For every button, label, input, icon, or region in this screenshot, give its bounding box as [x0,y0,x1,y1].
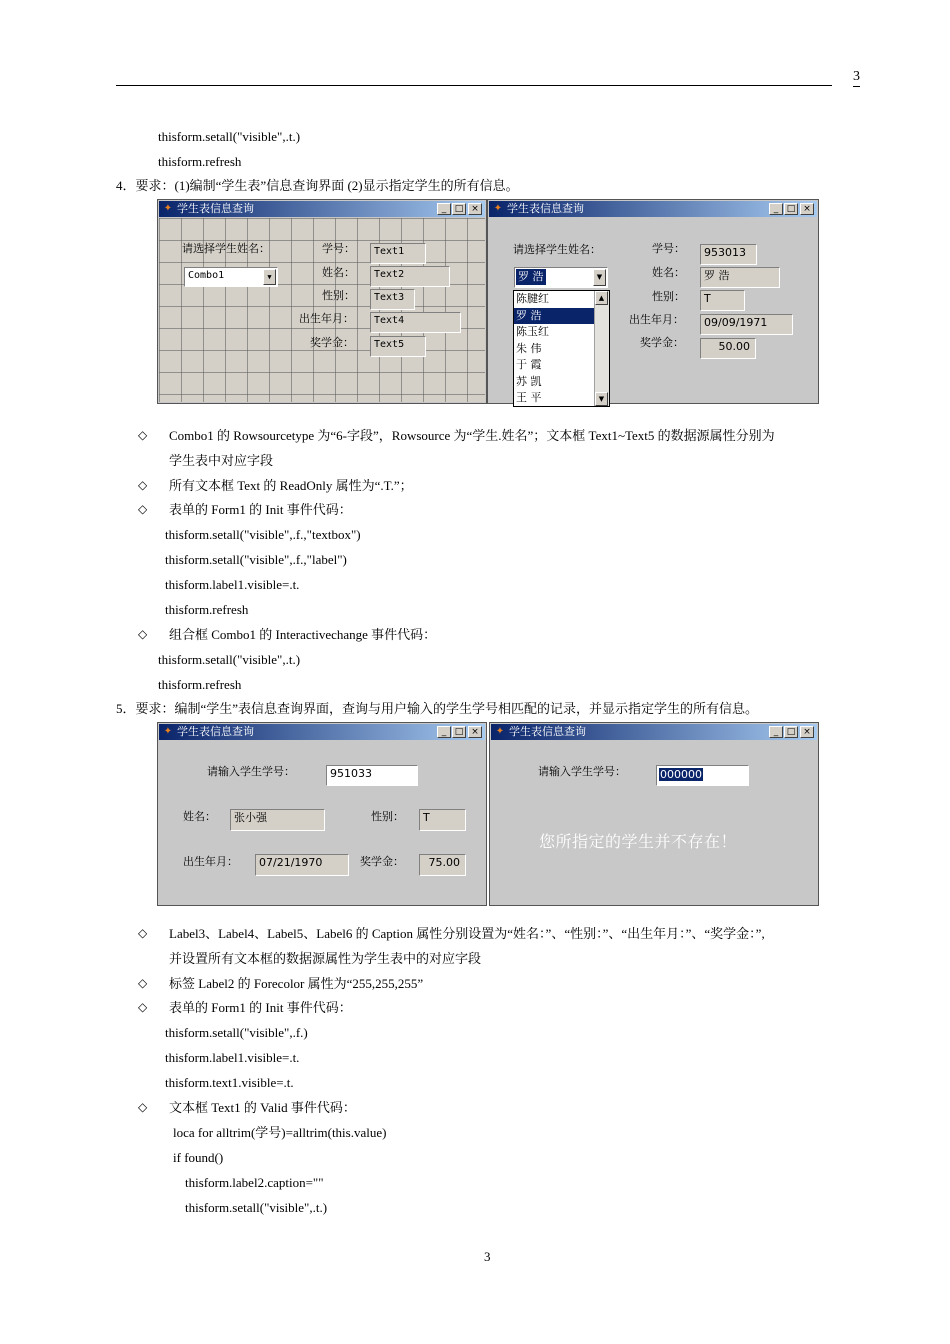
text1-box[interactable]: Text1 [370,243,426,264]
header-rule [116,85,832,86]
student-id-input[interactable]: 951033 [326,765,418,786]
code-line: thisform.text1.visible=.t. [165,1075,294,1090]
text3-value[interactable]: T [700,290,745,311]
combo1-value: 罗 浩 [518,270,544,283]
diamond-outline-icon: ◇ [138,1000,148,1014]
text4-box[interactable]: Text4 [370,312,461,333]
scroll-up-icon[interactable]: ▲ [595,291,608,305]
close-icon[interactable]: × [800,726,814,738]
list-item[interactable]: 陈玉红 [516,325,549,338]
label-xuehao: 学号： [322,242,355,255]
list-item[interactable]: 王 平 [516,391,542,404]
prompt-label: 请选择学生姓名： [513,243,601,256]
design-window [157,199,487,404]
code-line: loca for alltrim(学号)=alltrim(this.value) [173,1125,387,1140]
bullet-text-cont: 并设置所有文本框的数据源属性为学生表中的对应字段 [169,951,482,966]
diamond-outline-icon: ◇ [138,502,148,516]
combo1[interactable] [514,267,608,288]
diamond-outline-icon: ◇ [138,926,148,940]
label-award: 奖学金： [360,855,404,868]
combo1-dropdown-list[interactable] [513,290,610,407]
fox-app-icon: ✦ [163,203,173,214]
minimize-icon[interactable]: _ [769,203,783,215]
design-window-titlebar [159,201,485,217]
code-line: thisform.refresh [165,602,249,617]
input-selection: 000000 [660,768,702,781]
code-line: thisform.refresh [158,677,242,692]
window-titlebar [491,724,817,740]
bullet-text: 表单的 Form1 的 Init 事件代码： [169,502,352,517]
text3-box[interactable]: Text3 [370,289,415,310]
label-award: 奖学金： [310,336,354,349]
list-item[interactable]: 陈腱红 [516,292,549,305]
dropdown-arrow-icon[interactable]: ▼ [593,269,606,286]
text1-value[interactable]: 953013 [700,244,757,265]
prompt-label: 请输入学生学号： [538,765,626,778]
text5-value[interactable]: 50.00 [700,338,756,359]
list-item[interactable]: 苏 凯 [516,374,542,388]
minimize-icon[interactable]: _ [437,203,451,215]
diamond-outline-icon: ◇ [138,428,148,442]
footer-page-number: 3 [484,1249,491,1264]
code-line: thisform.label1.visible=.t. [165,1050,300,1065]
query-window-found [157,722,487,906]
label-xuehao: 学号： [652,242,685,255]
code-line: thisform.label2.caption="" [185,1175,324,1190]
combo1-label: Combo1 [188,270,225,281]
maximize-icon[interactable]: □ [784,203,798,215]
bullet-text: Label3、Label4、Label5、Label6 的 Caption 属性分别设置为“姓名：”、“性别：”、“出生年月：”、“奖学金：”, [169,926,765,941]
list-item[interactable]: 于 霞 [516,358,542,371]
label-sex: 性别： [371,810,404,823]
label-xingbie: 性别： [322,289,355,302]
label-award: 奖学金： [640,336,684,349]
close-icon[interactable]: × [468,726,482,738]
window-title: 学生表信息查询 [507,202,584,215]
scroll-down-icon[interactable]: ▼ [595,392,608,406]
code-line: thisform.setall("visible",.t.) [158,652,301,667]
diamond-outline-icon: ◇ [138,1100,148,1114]
maximize-icon[interactable]: □ [452,726,466,738]
label-xingbie: 性别： [652,290,685,303]
label-birth: 出生年月： [299,312,354,325]
combo1-box[interactable] [184,267,278,287]
code-line: if found() [173,1150,224,1165]
code-line: thisform.setall("visible",.f.,"label") [165,552,347,567]
text5-box[interactable]: Text5 [370,336,426,357]
code-line: thisform.setall("visible",.t.) [185,1200,328,1215]
diamond-outline-icon: ◇ [138,627,148,641]
fox-app-icon: ✦ [163,726,173,737]
label-xingming: 姓名： [652,266,685,279]
window-title: 学生表信息查询 [177,725,254,738]
fox-app-icon: ✦ [495,726,505,737]
diamond-outline-icon: ◇ [138,976,148,990]
label-birth: 出生年月： [183,855,238,868]
bullet-text-cont: 学生表中对应字段 [169,453,274,468]
code-line: thisform.setall("visible",.f.) [165,1025,308,1040]
bullet-text: 所有文本框 Text 的 ReadOnly 属性为“.T.”； [169,478,413,493]
prompt-label: 请选择学生姓名： [182,242,270,255]
text2-box[interactable]: Text2 [370,266,450,287]
text4-value[interactable]: 09/09/1971 [700,314,793,335]
bullet-text: Combo1 的 Rowsourcetype 为“6-字段”，Rowsource 为“学生.姓名”；文本框 Text1~Text5 的数据源属性分别为 [169,428,775,443]
student-id-input[interactable] [656,765,749,786]
bullet-text: 标签 Label2 的 Forecolor 属性为“255,255,255” [169,976,424,991]
bullet-text: 表单的 Form1 的 Init 事件代码： [169,1000,352,1015]
list-item[interactable]: 朱 伟 [516,341,542,355]
fox-app-icon: ✦ [493,203,503,214]
label-xingming: 姓名： [322,266,355,279]
window-title: 学生表信息查询 [509,725,586,738]
query-window-notfound [489,722,819,906]
maximize-icon[interactable]: □ [452,203,466,215]
label-birth: 出生年月： [629,313,684,326]
code-line: thisform.setall("visible",.t.) [158,129,301,144]
code-line: thisform.label1.visible=.t. [165,577,300,592]
bullet-text: 文本框 Text1 的 Valid 事件代码： [169,1100,356,1115]
window-titlebar [159,724,485,740]
minimize-icon[interactable]: _ [437,726,451,738]
window-title: 学生表信息查询 [177,202,254,215]
run-window [487,199,819,404]
text2-value[interactable]: 罗 浩 [700,267,780,288]
prompt-label: 请输入学生学号： [207,765,295,778]
list-scrollbar[interactable] [594,291,609,406]
close-icon[interactable]: × [800,203,814,215]
q4-heading: 4．要求：(1)编制“学生表”信息查询界面 (2)显示指定学生的所有信息。 [116,178,519,193]
diamond-outline-icon: ◇ [138,478,148,492]
dropdown-arrow-icon[interactable]: ▼ [263,269,276,285]
award-value[interactable]: 75.00 [419,854,466,876]
q5-heading: 5．要求：编制“学生”表信息查询界面，查询与用户输入的学生学号相匹配的记录，并显示指定学生的所有信息。 [116,701,759,716]
minimize-icon[interactable]: _ [769,726,783,738]
name-value[interactable]: 张小强 [230,809,325,831]
close-icon[interactable]: × [468,203,482,215]
maximize-icon[interactable]: □ [784,726,798,738]
birth-value[interactable]: 07/21/1970 [255,854,349,876]
list-item-selected[interactable]: 罗 浩 [514,308,609,325]
code-line: thisform.setall("visible",.f.,"textbox") [165,527,361,542]
not-found-message: 您所指定的学生并不存在！ [539,832,738,851]
bullet-text: 组合框 Combo1 的 Interactivechange 事件代码： [169,627,437,642]
header-page-number: 3 [853,69,860,87]
label-name: 姓名： [183,810,216,823]
run-window-titlebar [489,201,817,217]
sex-value[interactable]: T [419,809,466,831]
code-line: thisform.refresh [158,154,242,169]
